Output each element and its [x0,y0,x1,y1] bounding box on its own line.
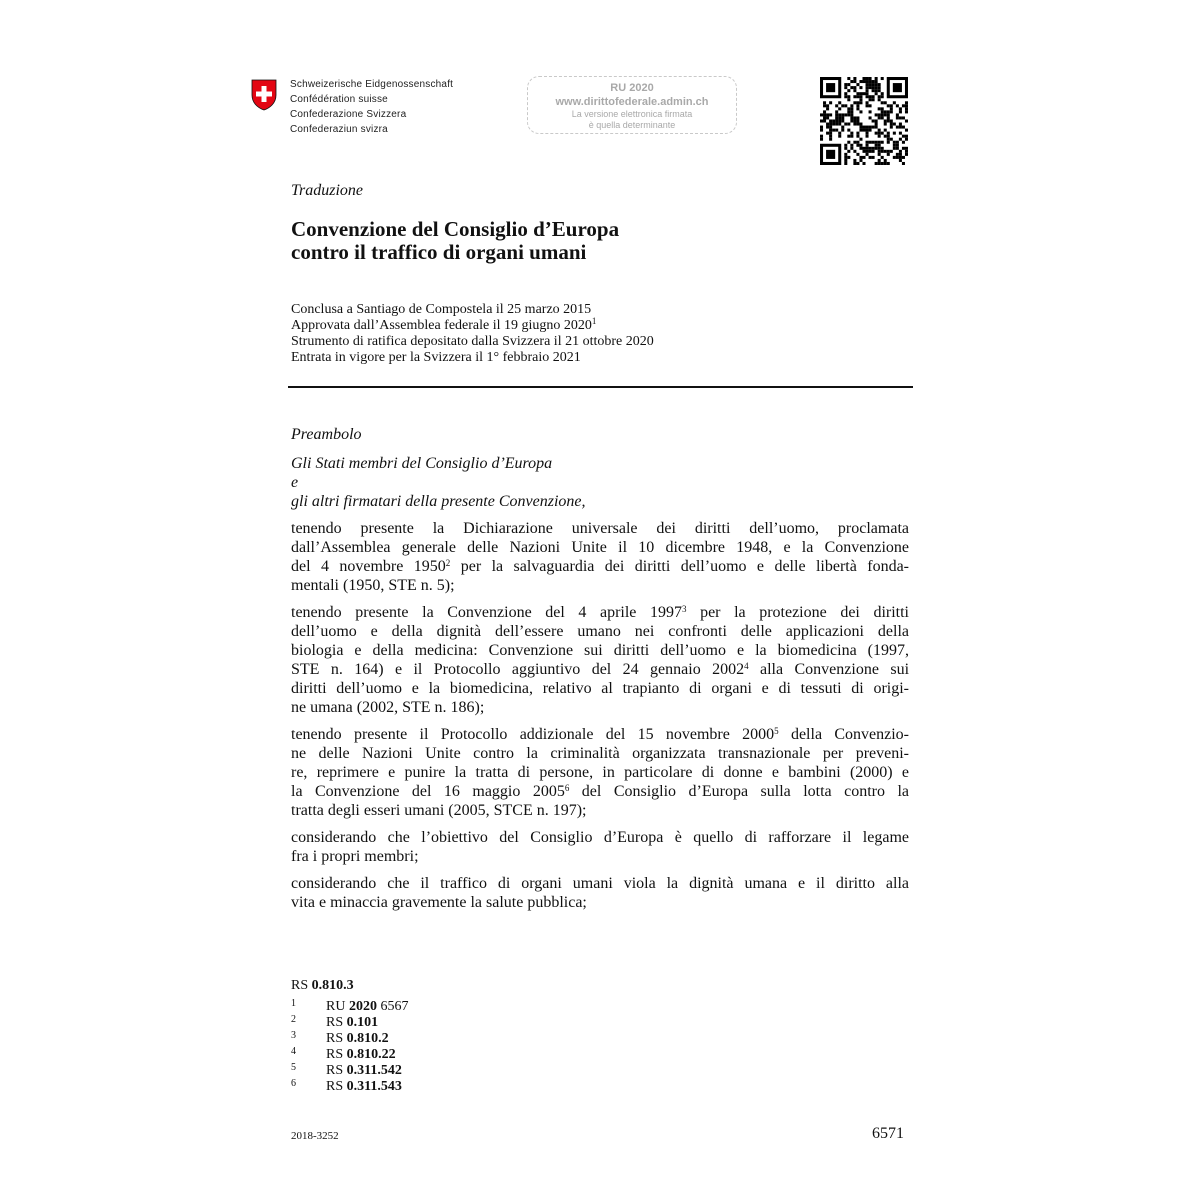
paragraph-line: mentali (1950, STE n. 5); [291,577,455,594]
paragraph-line: ne delle Nazioni Unite contro la criminalità organizzata transnazionale per preveni- [291,745,909,762]
footnote-ref-2[interactable]: 2 [445,558,451,568]
preamble-paragraph-2 [291,603,909,717]
rs-number: 0.810.3 [311,978,354,993]
paragraph-line: fra i propri membri; [291,848,419,865]
paragraph-line: STE n. 164) e il Protocollo aggiuntivo del 24 gennaio 2002$^4$ alla Convenzione sui [291,661,910,678]
paragraph-line: tenendo presente la Convenzione del 4 aprile 1997$^3$ per la protezione dei diritti [291,604,910,621]
preamble-paragraph-5 [291,874,909,912]
meta-approved-text: Approvata dall’Assemblea federale il 19 giugno 2020 [291,318,592,333]
title-line-1: Convenzione del Consiglio d’Europa [291,217,620,241]
preamble-paragraph-3 [291,725,909,820]
translation-label: Traduzione [291,182,364,199]
swiss-crest-icon [251,79,277,111]
paragraph-line: vita e minaccia gravemente la salute pubblica; [291,894,587,911]
footnote-ref-3[interactable]: 3 [681,604,687,614]
meta-ratification: Strumento di ratifica depositato dalla Svizzera il 21 ottobre 2020 [291,334,654,349]
title-divider [288,386,913,388]
paragraph-line: re, reprimere e punire la tratta di persone, in particolare di donne e bambini (2000) e [291,764,909,781]
stamp-url[interactable]: www.dirittofederale.admin.ch [555,96,709,108]
confederation-name-de: Schweizerische Eidgenossenschaft [290,79,454,90]
paragraph-line: dall’Assemblea generale delle Nazioni Unite il 10 dicembre 1948, e la Convenzione [291,539,909,556]
paragraph-line: considerando che l’obiettivo del Consiglio d’Europa è quello di rafforzare il legame [291,829,909,846]
paragraph-line: ne umana (2002, STE n. 186); [291,699,485,716]
page-number: 6571 [872,1125,904,1142]
footnote-ref-4[interactable]: 4 [744,661,749,671]
electronic-version-stamp [527,76,737,134]
qr-code-icon[interactable] [820,77,908,165]
document-title [291,218,619,264]
confederation-name-rm: Confederaziun svizra [290,124,388,135]
paragraph-line: dell’uomo e della dignità dell’essere umano nei confronti delle applicazioni della [291,623,909,640]
footnote-ref-5[interactable]: 5 [774,726,779,736]
intro-line-3: gli altri firmatari della presente Convenzione, [291,493,586,510]
title-line-2: contro il traffico di organi umani [291,240,587,264]
stamp-note-2: è quella determinante [588,120,676,130]
footnote-ref-1[interactable]: 1 [591,316,597,326]
paragraph-line: del 4 novembre 1950$^2$ per la salvaguardia dei diritti dell’uomo e delle libertà fonda- [291,558,910,575]
footnote-ref-6[interactable]: 6 [564,783,570,793]
document-body [291,425,909,912]
stamp-note-1: La versione elettronica firmata [571,109,693,119]
preamble-paragraph-1 [291,519,909,595]
meta-approved [291,318,654,334]
paragraph-line: tenendo presente il Protocollo addizionale del 15 novembre 2000$^5$ della Convenzio- [291,726,909,743]
meta-concluded: Conclusa a Santiago de Compostela il 25 marzo 2015 [291,302,592,317]
confederation-names [290,77,453,137]
paragraph-line: la Convenzione del 16 maggio 2005$^6$ del Consiglio d’Europa sulla lotta contro la [291,783,909,800]
preamble-heading: Preambolo [291,426,362,443]
paragraph-line: tenendo presente la Dichiarazione universale dei diritti dell’uomo, proclamata [291,520,909,537]
preamble-paragraph-4 [291,828,909,866]
paragraph-line: diritti dell’uomo e la biomedicina, relativo al trapianto di organi e di tessuti di origi- [291,680,909,697]
document-metadata [291,302,654,366]
confederation-name-fr: Confédération suisse [290,94,388,105]
paragraph-line: tratta degli esseri umani (2005, STCE n. 197); [291,802,587,819]
stamp-ru-year: RU 2020 [610,82,654,94]
paragraph-line: considerando che il traffico di organi umani viola la dignità umana e il diritto alla [291,875,909,892]
confederation-name-it: Confederazione Svizzera [290,109,407,120]
intro-line-2: e [291,474,299,491]
intro-line-1: Gli Stati membri del Consiglio d’Europa [291,455,553,472]
paragraph-line: biologia e della medicina: Convenzione sui diritti dell’uomo e la biomedicina (1997, [291,642,909,659]
systematic-collection-number: RS 0.810.3 [291,978,354,993]
meta-entry-into-force: Entrata in vigore per la Svizzera il 1° febbraio 2021 [291,350,581,365]
document-page: Schweizerische Eidgenossenschaft Confédération suisse Confederazione Svizzera Confederaziun svizra RU 2020 www.dirittofederale.admin.ch La versione elettronica firmata è quella determinante Traduzione Convenzione del Consiglio d’Europa contro il traffico di organi umani Conclusa a Santiago de Compostela il 25 marzo 2015 Approvata dall’Assemblea federale il 19 giugno 2020$^1$ Strumento di ratifica depositato dalla Svizzera il 21 ottobre 2020 Entrata in vigore per la Svizzera il 1° febbraio 2021 Preambolo Gli Stati membri del Consiglio d’Europa e gli altri firmatari della presente Convenzione, tenendo presente la Dichiarazione universale dei diritti dell’uomo, proclamata dall’Assemblea generale delle Nazioni Unite il 10 dicembre 1948, e la Convenzione del 4 novembre 1950$^2$ per la salvaguardia dei diritti dell’uomo e delle libertà fonda- mentali (1950, STE n. 5); tenendo presente la Convenzione del 4 aprile 1997$^3$ per la protezione dei diritti dell’uomo e della dignità dell’essere umano nei confronti delle applicazioni della biologia e della medicina: Convenzione sui diritti dell’uomo e la biomedicina (1997, STE n. 164) e il Protocollo aggiuntivo del 24 gennaio 2002$^4$ alla Convenzione sui diritti dell’uomo e la biomedicina, relativo al trapianto di organi e di tessuti di origi- ne umana (2002, STE n. 186); tenendo presente il Protocollo addizionale del 15 novembre 2000$^5$ della Convenzio- ne delle Nazioni Unite contro la criminalità organizzata transnazionale per preveni- re, reprimere e punire la tratta di persone, in particolare di donne e bambini (2000) e la Convenzione del 16 maggio 2005$^6$ del Consiglio d’Europa sulla lotta contro la tratta degli esseri umani (2005, STCE n. 197); considerando che l’obiettivo del Consiglio d’Europa è quello di rafforzare il legame fra i propri membri; considerando che il traffico di organi umani viola la dignità umana e il diritto alla vita e minaccia gravemente la salute pubblica; RS 0.810.3 1 RU 2020 6567 2 RS 0.101 3 RS 0.810.2 4 RS 0.810.22 5 RS 0.311.542 6 RS 0.311.543 2018-3252 6571 [0,0,1200,1200]
document-number: 2018-3252 [291,1130,339,1142]
